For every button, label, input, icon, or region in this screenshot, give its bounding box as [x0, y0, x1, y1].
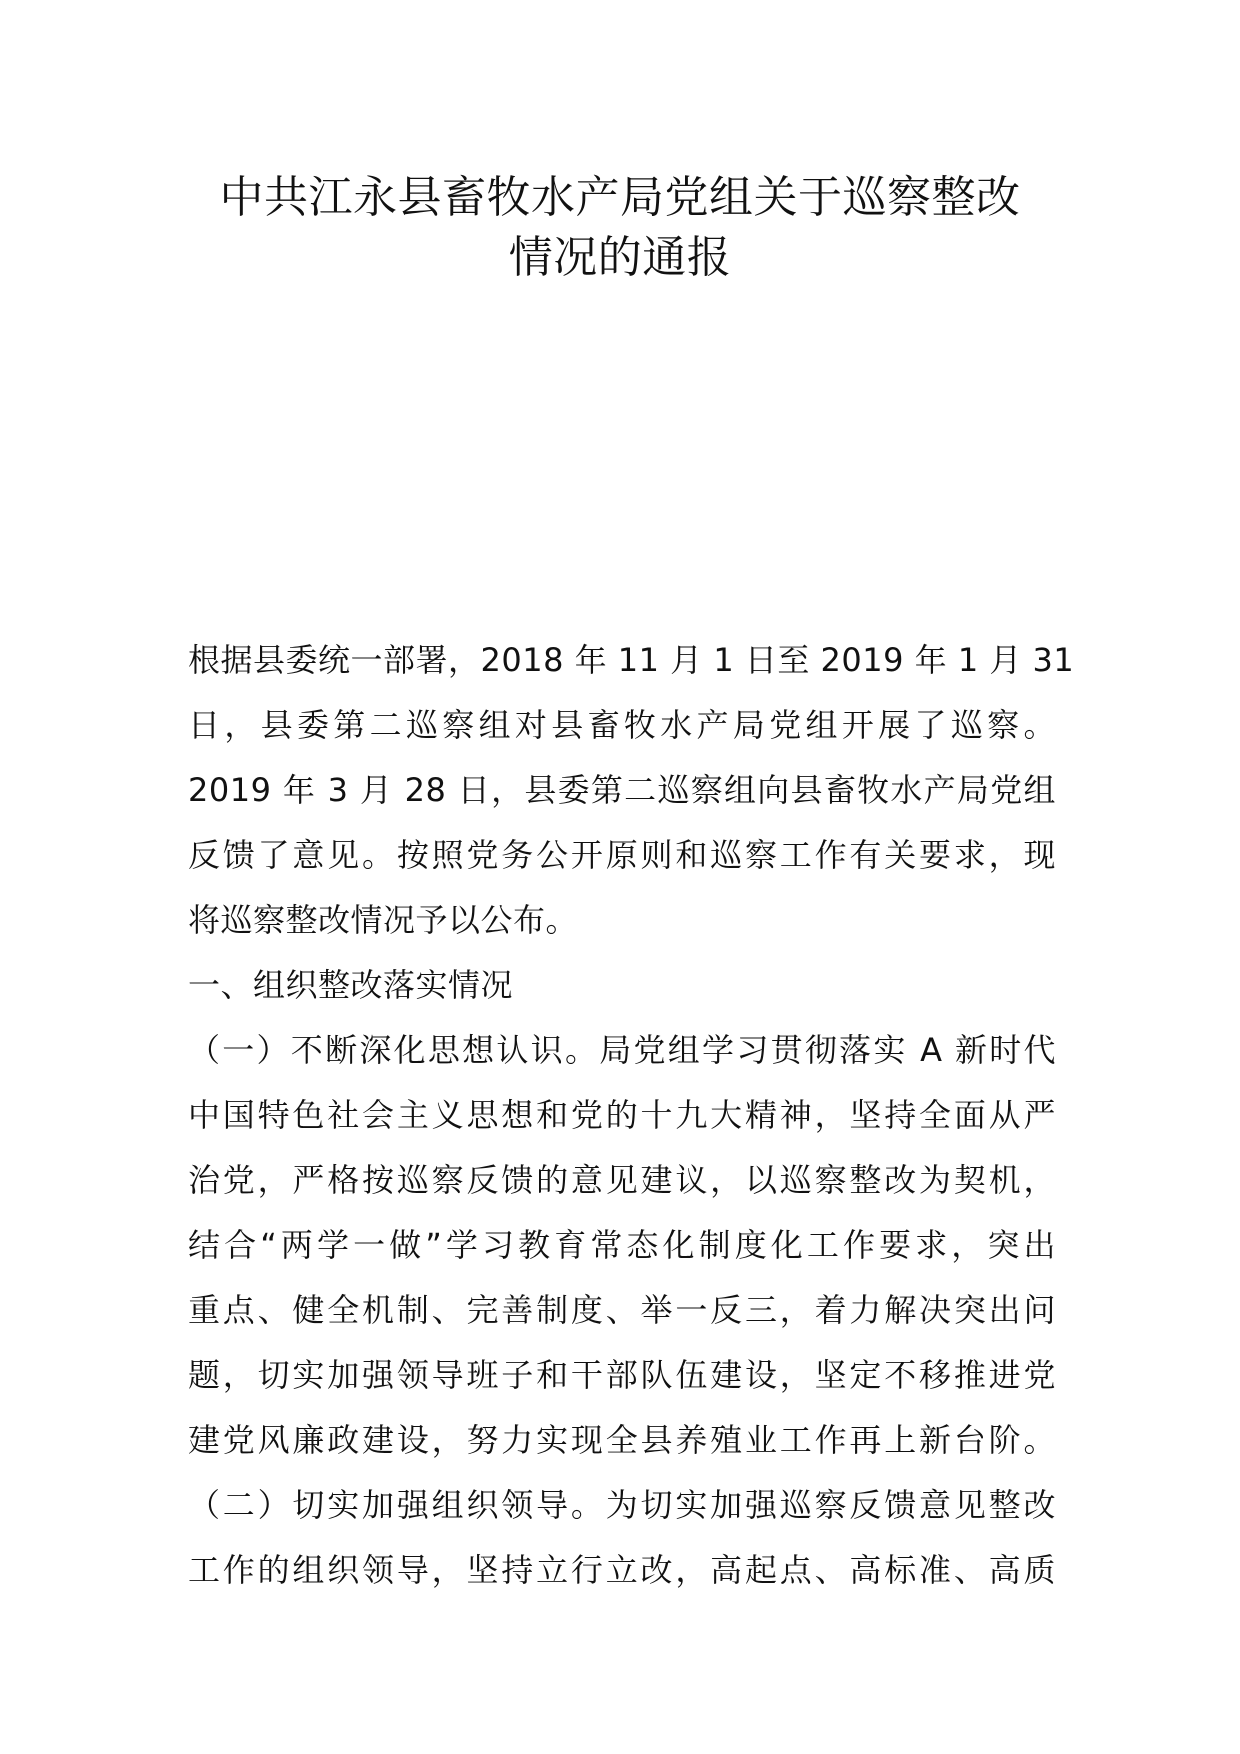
title-line-2: 情况的通报: [508, 232, 732, 283]
body-line: 治党，严格按巡察反馈的意见建议，以巡察整改为契机，: [188, 1161, 1056, 1199]
body-line: 重点、健全机制、完善制度、举一反三，着力解决突出问: [188, 1291, 1056, 1329]
body-line: 工作的组织领导，坚持立行立改，高起点、高标准、高质: [188, 1551, 1056, 1589]
body-line: 日，县委第二巡察组对县畜牧水产局党组开展了巡察。: [188, 706, 1056, 744]
body-line: 中国特色社会主义思想和党的十九大精神，坚持全面从严: [188, 1096, 1056, 1134]
section-heading: 一、组织整改落实情况: [188, 966, 514, 1004]
document-title: [0, 168, 1240, 288]
body-line: （二）切实加强组织领导。为切实加强巡察反馈意见整改: [188, 1486, 1056, 1524]
body-line: 反馈了意见。按照党务公开原则和巡察工作有关要求，现: [188, 836, 1056, 874]
body-line: 根据县委统一部署，2018 年 11 月 1 日至 2019 年 1 月 31: [188, 641, 1075, 679]
body-line: 建党风廉政建设，努力实现全县养殖业工作再上新台阶。: [188, 1421, 1056, 1459]
body-line: （一）不断深化思想认识。局党组学习贯彻落实 A 新时代: [188, 1031, 1056, 1069]
body-line: 2019 年 3 月 28 日，县委第二巡察组向县畜牧水产局党组: [188, 771, 1056, 809]
body-line: 将巡察整改情况予以公布。: [188, 901, 579, 939]
body-line: 题，切实加强领导班子和干部队伍建设，坚定不移推进党: [188, 1356, 1056, 1394]
title-line-1: 中共江永县畜牧水产局党组关于巡察整改: [219, 172, 1021, 223]
document-body: [188, 628, 1075, 1603]
body-line: 结合“两学一做”学习教育常态化制度化工作要求，突出: [188, 1226, 1056, 1264]
